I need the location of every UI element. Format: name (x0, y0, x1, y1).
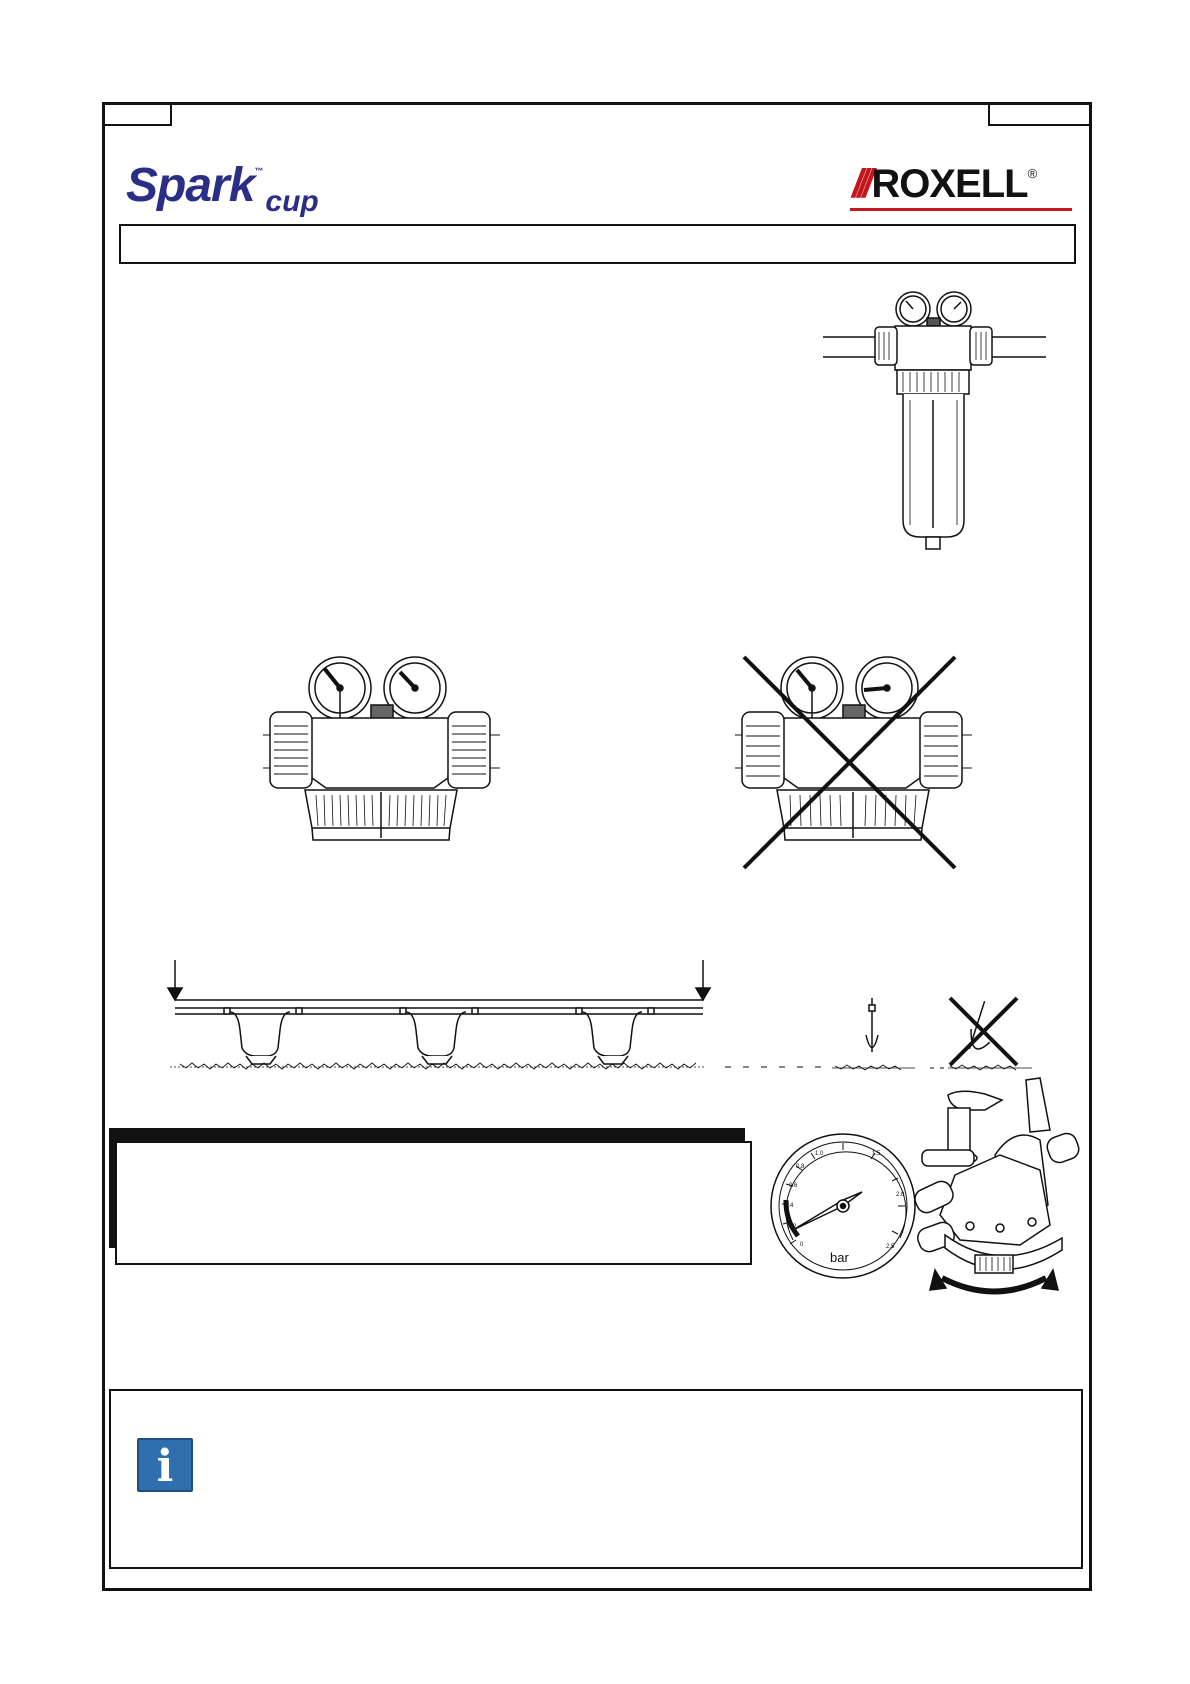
regulator-valve-illustration (912, 1078, 1082, 1292)
roxell-logo-slashes: /// (852, 162, 868, 206)
sparkcup-logo-tm: ™ (254, 166, 264, 176)
info-box (109, 1389, 1083, 1569)
drinker-line-illustration (168, 960, 830, 1069)
gauge-label-0-4: 0.4 (785, 1203, 794, 1209)
roxell-logo-reg: ® (1027, 166, 1038, 181)
gauge-label-0-2: 0.2 (788, 1224, 797, 1230)
gauge-unit: bar (830, 1250, 849, 1265)
gauge-label-1-5: 1.5 (872, 1151, 881, 1157)
regulator-correct-illustration (263, 657, 500, 840)
gauge-label-0-6: 0.6 (789, 1183, 798, 1189)
gauge-label-2-0: 2.0 (896, 1192, 905, 1198)
gauge-label-0: 0 (800, 1242, 804, 1248)
info-icon (137, 1438, 193, 1492)
regulator-incorrect-illustration (735, 657, 972, 868)
info-icon-glyph: i (156, 1441, 174, 1492)
gauge-label-1-0: 1.0 (815, 1151, 824, 1157)
gauge-label-0-8: 0.8 (796, 1164, 805, 1170)
water-filter-illustration (823, 292, 1046, 549)
gauge-label-2-5: 2.5 (886, 1244, 895, 1250)
sparkcup-logo-main: Spark (126, 159, 255, 212)
cup-height-illustration (832, 998, 1032, 1070)
sparkcup-logo-sub: cup (265, 185, 319, 218)
roxell-logo-word: ROXELL (871, 162, 1028, 206)
warning-box (115, 1141, 752, 1265)
